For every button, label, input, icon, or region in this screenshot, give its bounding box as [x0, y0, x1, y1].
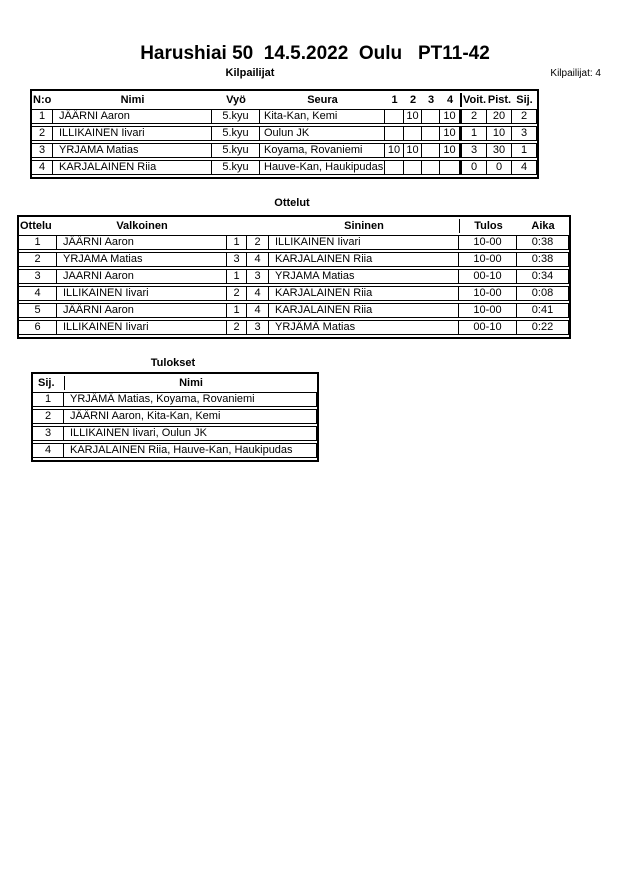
cell-r2: 10 — [404, 109, 422, 124]
cell-r2 — [404, 160, 422, 175]
header-blue-number — [247, 219, 269, 233]
table-row — [19, 252, 569, 267]
cell-bno: 2 — [247, 235, 269, 250]
cell-white: ILLIKAINEN Iivari — [57, 286, 227, 301]
header-belt: Vyö — [226, 94, 246, 106]
header-no: N:o — [33, 94, 52, 106]
cell-wno: 1 — [227, 269, 247, 284]
table-row — [33, 392, 317, 407]
results-header-row — [33, 376, 317, 390]
cell-wno: 2 — [227, 286, 247, 301]
cell-no: 1 — [32, 109, 53, 124]
competitors-count-label: Kilpailijat: 4 — [550, 68, 601, 79]
cell-belt: 5.kyu — [212, 109, 260, 124]
table-row — [33, 443, 317, 458]
header-blue: Sininen — [344, 220, 384, 232]
cell-name: ILLIKAINEN Iivari, Oulun JK — [64, 426, 317, 441]
results-table — [31, 372, 319, 462]
cell-belt: 5.kyu — [212, 126, 260, 141]
table-row — [32, 109, 537, 124]
section-title-tulokset: Tulokset — [150, 357, 196, 369]
cell-club: Hauve-Kan, Haukipudas — [260, 160, 385, 175]
cell-place: 1 — [33, 392, 64, 407]
header-round-1: 1 — [391, 94, 398, 106]
cell-wins: 2 — [460, 109, 487, 124]
cell-time: 0:34 — [517, 269, 569, 284]
cell-blue: KARJALAINEN Riia — [269, 303, 459, 318]
cell-bno: 3 — [247, 269, 269, 284]
header-round-4: 4 — [446, 94, 454, 106]
cell-blue: ILLIKAINEN Iivari — [269, 235, 459, 250]
header-round-2: 2 — [409, 94, 417, 106]
table-row — [33, 426, 317, 441]
header-match: Ottelu — [20, 220, 52, 232]
cell-time: 0:08 — [517, 286, 569, 301]
cell-r3 — [422, 160, 440, 175]
cell-white: JÄÄRNI Aaron — [57, 235, 227, 250]
cell-match: 2 — [19, 252, 57, 267]
header-points: Pist. — [487, 94, 512, 106]
table-row — [19, 303, 569, 318]
cell-result: 00-10 — [459, 320, 517, 335]
cell-match: 1 — [19, 235, 57, 250]
cell-match: 5 — [19, 303, 57, 318]
cell-blue: YRJÄMÄ Matias — [269, 320, 459, 335]
table-row — [19, 269, 569, 284]
cell-place: 3 — [33, 426, 64, 441]
cell-place: 2 — [33, 409, 64, 424]
cell-no: 2 — [32, 126, 53, 141]
cell-wins: 0 — [460, 160, 487, 175]
cell-points: 0 — [487, 160, 512, 175]
cell-time: 0:22 — [517, 320, 569, 335]
cell-wins: 1 — [460, 126, 487, 141]
cell-result: 10-00 — [459, 303, 517, 318]
header-time: Aika — [531, 220, 555, 232]
cell-white: ILLIKAINEN Iivari — [57, 320, 227, 335]
header-wins: Voit. — [460, 93, 487, 107]
cell-name: YRJAMA Matias — [53, 143, 212, 158]
cell-points: 10 — [487, 126, 512, 141]
cell-name: JÄÄRNI Aaron — [53, 109, 212, 124]
cell-no: 4 — [32, 160, 53, 175]
cell-name: YRJÄMÄ Matias, Koyama, Rovaniemi — [64, 392, 317, 407]
header-place: Sij. — [516, 94, 533, 106]
header-white-number — [227, 219, 247, 233]
cell-r3 — [422, 109, 440, 124]
matches-table — [17, 215, 571, 339]
table-row — [19, 235, 569, 250]
header-club: Seura — [307, 94, 338, 106]
cell-r3 — [422, 126, 440, 141]
cell-r1 — [385, 160, 404, 175]
cell-wno: 1 — [227, 303, 247, 318]
cell-white: JÄÄRNI Aaron — [57, 303, 227, 318]
cell-time: 0:41 — [517, 303, 569, 318]
header-place: Sij. — [38, 377, 55, 389]
matches-header-row — [19, 219, 569, 233]
cell-place: 1 — [512, 143, 537, 158]
header-round-3: 3 — [427, 94, 435, 106]
cell-points: 30 — [487, 143, 512, 158]
competitors-table — [30, 89, 539, 179]
cell-match: 3 — [19, 269, 57, 284]
section-title-kilpailijat: Kilpailijat — [225, 67, 275, 79]
header-white: Valkoinen — [116, 220, 168, 232]
cell-r4: 10 — [440, 109, 460, 124]
cell-bno: 3 — [247, 320, 269, 335]
cell-wno: 1 — [227, 235, 247, 250]
cell-result: 10-00 — [459, 252, 517, 267]
cell-match: 4 — [19, 286, 57, 301]
cell-bno: 4 — [247, 286, 269, 301]
header-name: Nimi — [64, 376, 317, 390]
cell-place: 3 — [512, 126, 537, 141]
cell-blue: KARJALAINEN Riia — [269, 252, 459, 267]
cell-result: 10-00 — [459, 235, 517, 250]
table-row — [33, 409, 317, 424]
cell-blue: KARJALAINEN Riia — [269, 286, 459, 301]
cell-white: JAARNI Aaron — [57, 269, 227, 284]
cell-wins: 3 — [460, 143, 487, 158]
cell-match: 6 — [19, 320, 57, 335]
cell-r2 — [404, 126, 422, 141]
table-row — [32, 143, 537, 158]
header-result: Tulos — [459, 219, 517, 233]
cell-points: 20 — [487, 109, 512, 124]
cell-name: ILLIKAINEN Iivari — [53, 126, 212, 141]
cell-r4: 10 — [440, 126, 460, 141]
cell-time: 0:38 — [517, 252, 569, 267]
cell-club: Oulun JK — [260, 126, 385, 141]
cell-club: Kita-Kan, Kemi — [260, 109, 385, 124]
cell-r2: 10 — [404, 143, 422, 158]
cell-time: 0:38 — [517, 235, 569, 250]
cell-place: 2 — [512, 109, 537, 124]
table-row — [19, 320, 569, 335]
cell-r4: 10 — [440, 143, 460, 158]
table-row — [32, 126, 537, 141]
cell-result: 10-00 — [459, 286, 517, 301]
cell-name: JÄÄRNI Aaron, Kita-Kan, Kemi — [64, 409, 317, 424]
cell-r3 — [422, 143, 440, 158]
cell-no: 3 — [32, 143, 53, 158]
cell-white: YRJAMA Matias — [57, 252, 227, 267]
cell-blue: YRJAMA Matias — [269, 269, 459, 284]
header-name: Nimi — [120, 94, 145, 106]
table-row — [32, 160, 537, 175]
cell-r1 — [385, 126, 404, 141]
cell-belt: 5.kyu — [212, 160, 260, 175]
cell-belt: 5.kyu — [212, 143, 260, 158]
cell-club: Koyama, Rovaniemi — [260, 143, 385, 158]
competitors-header-row — [32, 93, 537, 107]
cell-name: KARJALAINEN Riia, Hauve-Kan, Haukipudas — [64, 443, 317, 458]
cell-r1: 10 — [385, 143, 404, 158]
cell-place: 4 — [512, 160, 537, 175]
cell-wno: 3 — [227, 252, 247, 267]
cell-r1 — [385, 109, 404, 124]
cell-bno: 4 — [247, 303, 269, 318]
cell-bno: 4 — [247, 252, 269, 267]
table-row — [19, 286, 569, 301]
section-title-ottelut: Ottelut — [274, 197, 310, 209]
page-title: Harushiai 50 14.5.2022 Oulu PT11-42 — [140, 43, 490, 64]
cell-name: KARJALAINEN Riia — [53, 160, 212, 175]
cell-place: 4 — [33, 443, 64, 458]
cell-wno: 2 — [227, 320, 247, 335]
cell-r4 — [440, 160, 460, 175]
cell-result: 00-10 — [459, 269, 517, 284]
